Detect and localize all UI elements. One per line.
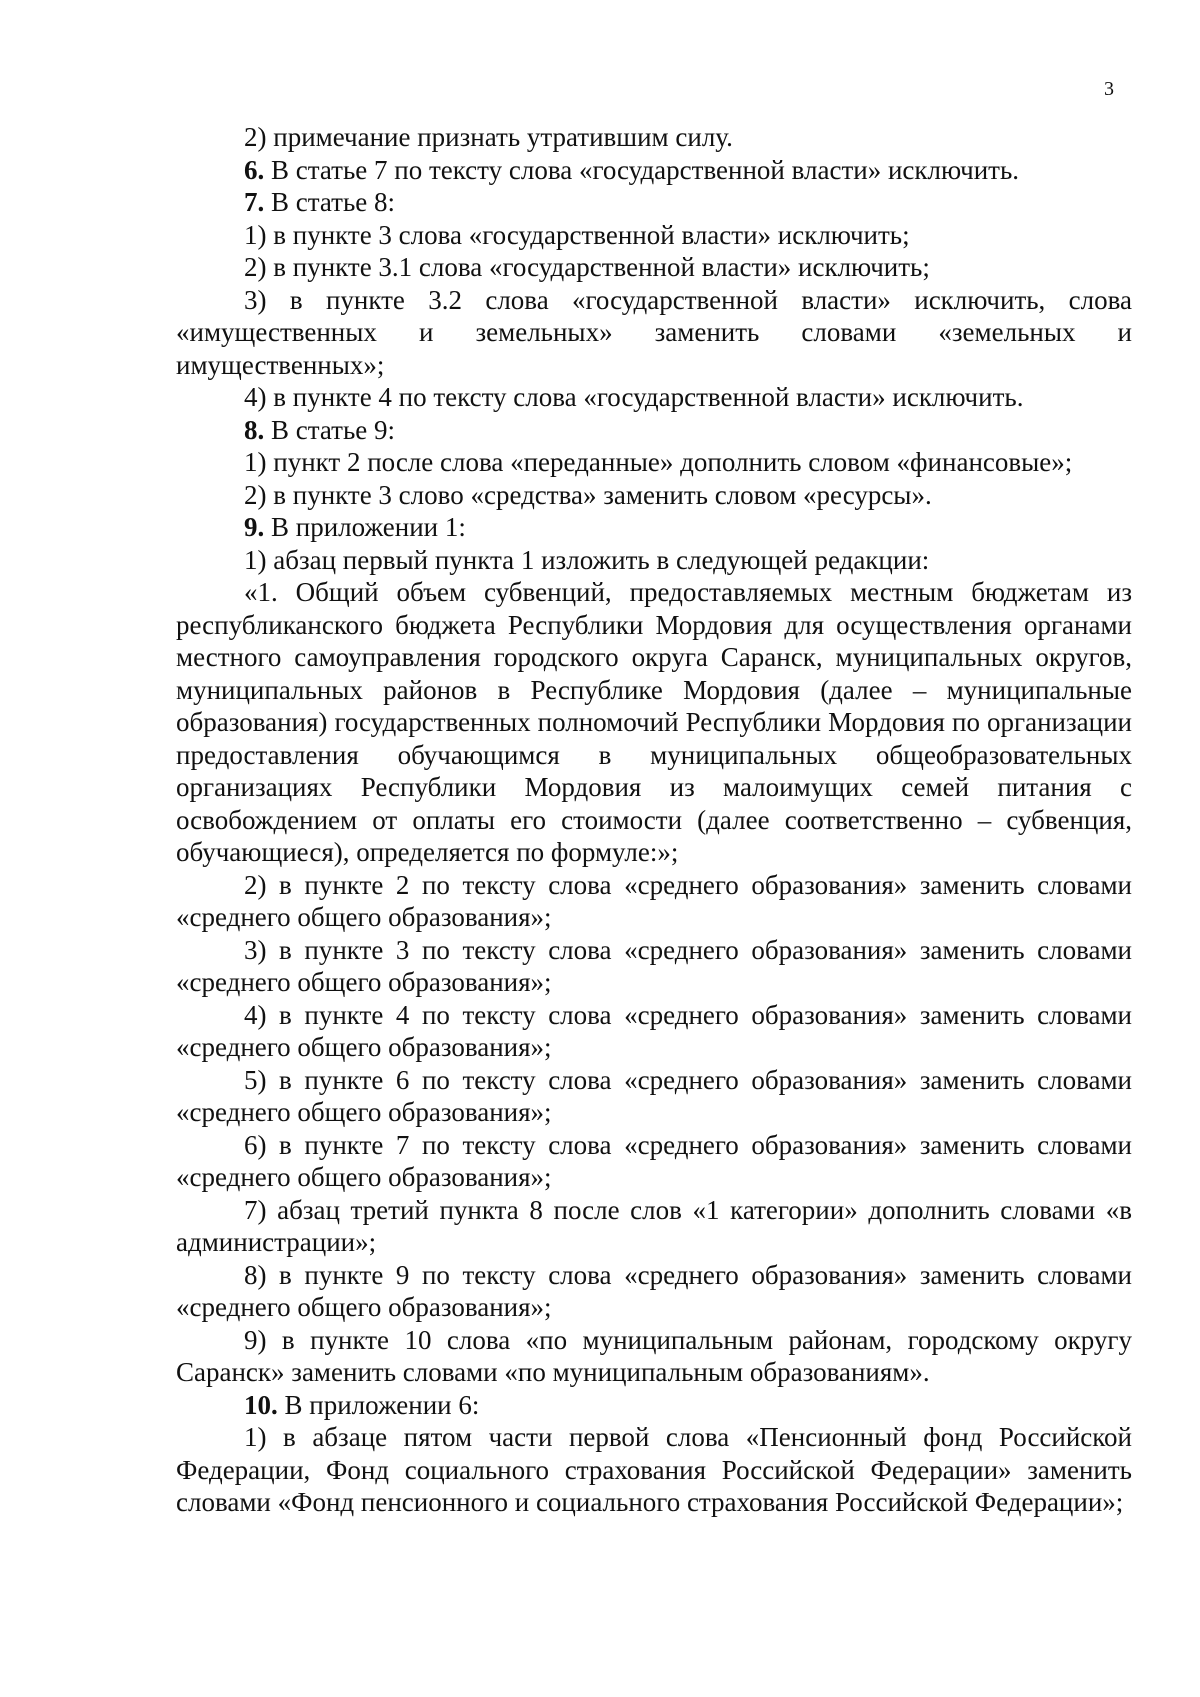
item-number: 9.: [244, 512, 265, 542]
paragraph: [176, 219, 1132, 252]
paragraph-text: «1. Общий объем субвенций, предоставляемых местным бюджетам из республиканского бюджета Республики Мордовия для осуществления органами местного самоуправления городского округа Саранск, муниципальных округов, муниципальных районов в Республике Мордовия (далее – муниципальные образования) государственных полномочий Республики Мордовия по организации предоставления обучающимся в муниципальных общеобразовательных организациях Республики Мордовия из малоимущих семей питания с освобождением от оплаты его стоимости (далее соответственно – субвенция, обучающиеся), определяется по формуле:»;: [176, 577, 1132, 867]
paragraph-text: 4) в пункте 4 по тексту слова «государственной власти» исключить.: [244, 382, 1024, 412]
paragraph: [176, 186, 1132, 219]
paragraph: [176, 1421, 1132, 1519]
paragraph: [176, 446, 1132, 479]
paragraph-text: 2) в пункте 2 по тексту слова «среднего образования» заменить словами «среднего общего образования»;: [176, 869, 1132, 932]
paragraph-text: 3) в пункте 3 по тексту слова «среднего образования» заменить словами «среднего общего образования»;: [176, 934, 1132, 997]
paragraph: [176, 1389, 1132, 1422]
paragraph-text: В приложении 6:: [277, 1389, 480, 1420]
paragraph: [176, 999, 1132, 1064]
item-number: 6.: [244, 154, 265, 185]
paragraph: [176, 251, 1132, 284]
paragraph-text: 7) абзац третий пункта 8 после слов «1 категории» дополнить словами «в администрации»;: [176, 1194, 1132, 1257]
paragraph-text: 2) в пункте 3.1 слова «государственной власти» исключить;: [244, 252, 930, 282]
paragraph: [176, 381, 1132, 414]
paragraph: [176, 284, 1132, 382]
paragraph: [176, 1324, 1132, 1389]
paragraph: [176, 576, 1132, 869]
page-number: 3: [1104, 78, 1114, 100]
document-body: [176, 121, 1132, 1519]
paragraph: [176, 511, 1132, 544]
paragraph-text: 1) абзац первый пункта 1 изложить в следующей редакции:: [244, 544, 930, 575]
paragraph: [176, 1129, 1132, 1194]
item-number: 10.: [244, 1389, 278, 1420]
paragraph-text: 4) в пункте 4 по тексту слова «среднего образования» заменить словами «среднего общего образования»;: [176, 999, 1132, 1062]
paragraph-text: В статье 9:: [264, 414, 396, 445]
paragraph-text: 3) в пункте 3.2 слова «государственной власти» исключить, слова «имущественных и земельных» заменить словами «земельных и имущественных»;: [176, 284, 1132, 380]
paragraph: [176, 934, 1132, 999]
item-number: 7.: [244, 187, 265, 217]
paragraph: [176, 544, 1132, 577]
paragraph: [176, 121, 1132, 154]
paragraph-text: 6) в пункте 7 по тексту слова «среднего образования» заменить словами «среднего общего образования»;: [176, 1129, 1132, 1192]
paragraph-text: В статье 8:: [264, 187, 396, 217]
paragraph-text: В статье 7 по тексту слова «государственной власти» исключить.: [264, 154, 1020, 185]
paragraph-text: 5) в пункте 6 по тексту слова «среднего образования» заменить словами «среднего общего образования»;: [176, 1064, 1132, 1127]
paragraph-text: 1) пункт 2 после слова «переданные» дополнить словом «финансовые»;: [244, 447, 1073, 477]
paragraph-text: 2) в пункте 3 слово «средства» заменить словом «ресурсы».: [244, 479, 932, 510]
paragraph: [176, 154, 1132, 187]
paragraph: [176, 479, 1132, 512]
paragraph-text: 8) в пункте 9 по тексту слова «среднего образования» заменить словами «среднего общего образования»;: [176, 1259, 1132, 1322]
paragraph-text: 1) в абзаце пятом части первой слова «Пенсионный фонд Российской Федерации, Фонд социального страхования Российской Федерации» заменить словами «Фонд пенсионного и социального страхования Российской Федерации»;: [176, 1422, 1132, 1517]
paragraph: [176, 1259, 1132, 1324]
paragraph: [176, 414, 1132, 447]
paragraph: [176, 869, 1132, 934]
paragraph-text: В приложении 1:: [264, 512, 466, 542]
paragraph-text: 2) примечание признать утратившим силу.: [244, 122, 733, 152]
item-number: 8.: [244, 414, 265, 445]
paragraph: [176, 1064, 1132, 1129]
paragraph-text: 1) в пункте 3 слова «государственной власти» исключить;: [244, 219, 910, 250]
paragraph: [176, 1194, 1132, 1259]
paragraph-text: 9) в пункте 10 слова «по муниципальным районам, городскому округу Саранск» заменить словами «по муниципальным образованиям».: [176, 1324, 1132, 1387]
